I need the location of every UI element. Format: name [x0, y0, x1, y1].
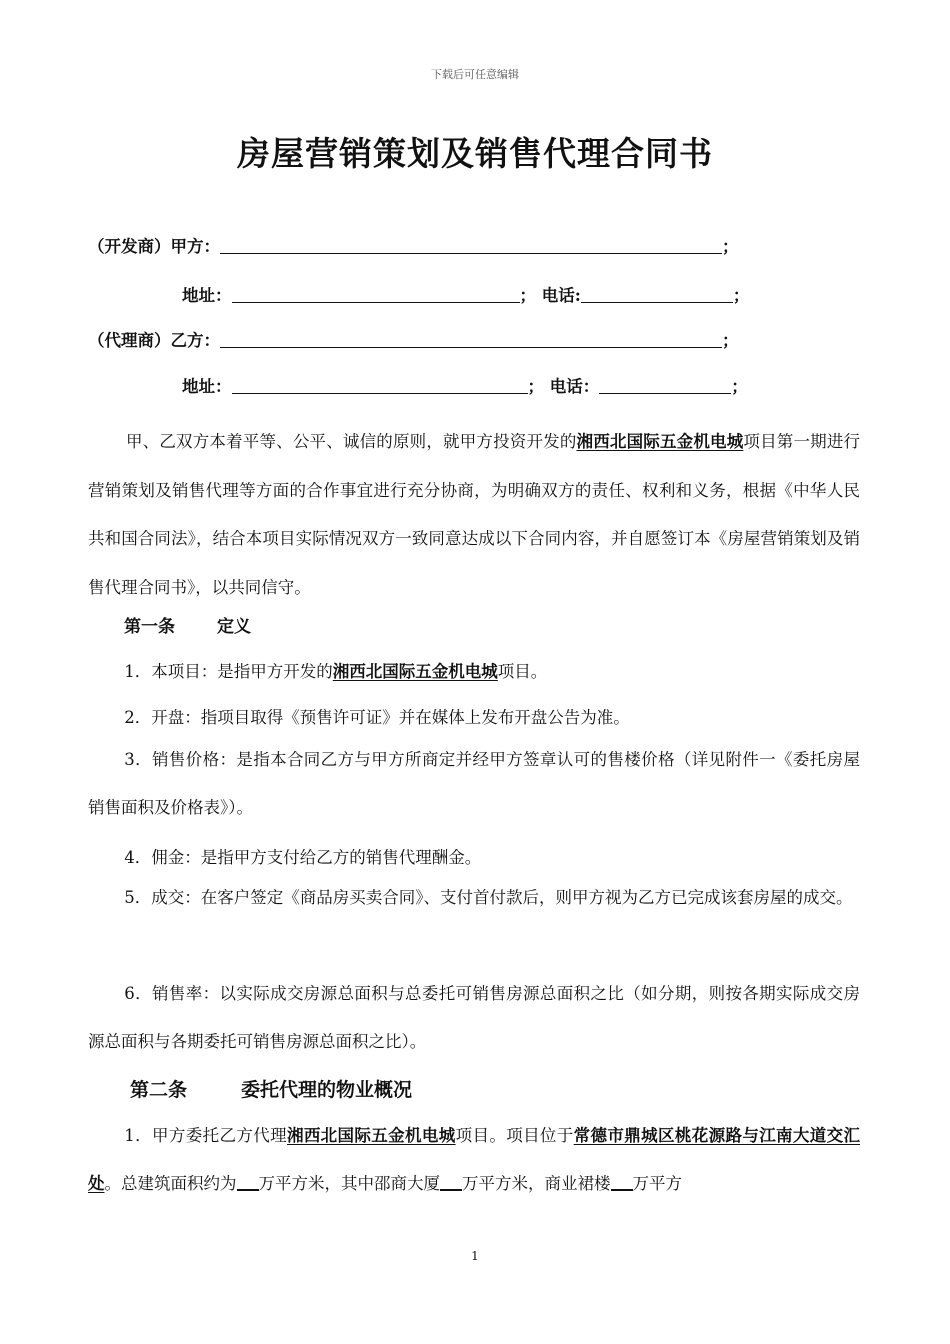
article-1-item-2: 2．开盘：指项目取得《预售许可证》并在媒体上发布开盘公告为准。 [124, 708, 630, 727]
article-1-item-3: 3．销售价格：是指本合同乙方与甲方所商定并经甲方签章认可的售楼价格（详见附件一《委托房屋销售面积及价格表》）。 [88, 750, 860, 817]
party-b-address-field[interactable] [232, 377, 528, 394]
header-note: 下载后可任意编辑 [431, 68, 519, 81]
article-2-heading: 第二条 委托代理的物业概况 [130, 1079, 413, 1101]
party-b-name-field[interactable] [220, 331, 722, 348]
party-a-phone-field[interactable] [581, 286, 733, 303]
article-1-heading: 第一条 定义 [124, 617, 251, 637]
tower-area-blank[interactable] [440, 1175, 462, 1191]
party-b-phone-label: 电话： [549, 377, 600, 396]
party-b-phone-field[interactable] [599, 377, 731, 394]
party-b-line: （代理商）乙方： ； [88, 331, 739, 350]
article-1-item-5: 5．成交：在客户签定《商品房买卖合同》、支付首付款后，则甲方视为乙方已完成该套房屋的成交。 [124, 888, 853, 907]
page-number: 1 [471, 1249, 479, 1263]
party-b-address-line: 地址： ； 电话： ； [182, 377, 748, 396]
article-1-item-6: 6．销售率：以实际成交房源总面积与总委托可销售房源总面积之比（如分期，则按各期实际成交房源总面积与各期委托可销售房源总面积之比）。 [88, 984, 860, 1051]
party-a-address-label: 地址： [182, 286, 232, 305]
party-a-label: （开发商）甲方： [88, 237, 220, 256]
document-title: 房屋营销策划及销售代理合同书 [237, 134, 713, 173]
article-1-item-1: 1．本项目：是指甲方开发的湘西北国际五金机电城项目。 [124, 662, 548, 681]
article-2-item-1: 1．甲方委托乙方代理湘西北国际五金机电城项目。项目位于常德市鼎城区桃花源路与江南大道交汇处。总建筑面积约为 万平方米，其中邵商大厦 万平方米，商业裙楼 万平方 [88, 1126, 861, 1193]
total-area-blank[interactable] [237, 1175, 259, 1191]
project-name: 湘西北国际五金机电城 [576, 432, 744, 451]
party-a-phone-label: 电话: [541, 286, 581, 305]
party-b-address-label: 地址： [182, 377, 232, 396]
intro-paragraph: 甲、乙双方本着平等、公平、诚信的原则，就甲方投资开发的湘西北国际五金机电城项目第一期进行营销策划及销售代理等方面的合作事宜进行充分协商，为明确双方的责任、权利和义务，根据《中华人民共和国合同法》，结合本项目实际情况双方一致同意达成以下合同内容，并自愿签订本《房屋营销策划及销售代理合同书》，以共同信守。 [88, 432, 860, 597]
party-a-address-field[interactable] [232, 286, 520, 303]
party-a-line: （开发商）甲方： ； [88, 237, 739, 256]
podium-area-blank[interactable] [611, 1175, 633, 1191]
party-a-name-field[interactable] [220, 237, 722, 254]
article-1-item-4: 4．佣金：是指甲方支付给乙方的销售代理酬金。 [124, 848, 482, 867]
party-a-address-line: 地址： ； 电话: ； [182, 286, 750, 305]
party-b-label: （代理商）乙方： [88, 331, 220, 350]
